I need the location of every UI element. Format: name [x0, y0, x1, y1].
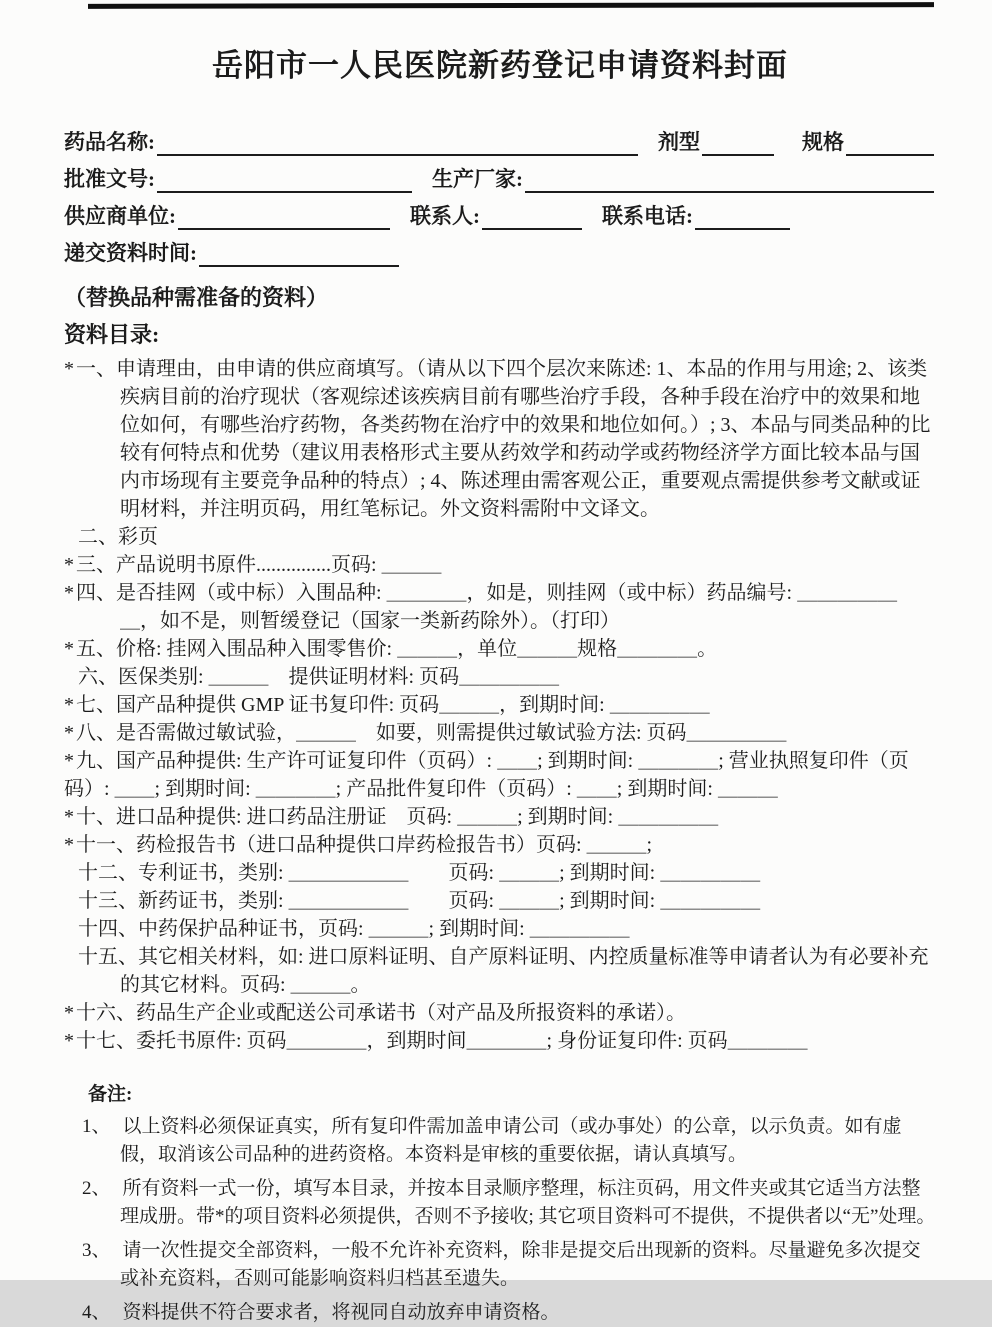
form-row-submit-time: [64, 230, 936, 267]
catalog-item-text: 八、是否需做过敏试验，＿＿＿ 如要，则需提供过敏试验方法: 页码＿＿＿＿＿: [76, 722, 787, 744]
manufacturer-label: 生产厂家:: [432, 167, 523, 191]
remark-text: 请一次性提交全部资料，一般不允许补充资料，除非是提交后出现新的资料。尽量避免多次提交或补充资料，否则可能影响资料归档甚至遗失。: [120, 1240, 921, 1289]
catalog-item-text: 九、国产品种提供: 生产许可证复印件（页码）: ＿＿; 到期时间: ＿＿＿＿; 营业执照复印件（页码）: ＿＿; 到期时间: ＿＿＿＿; 产品批件复印件（页码）: ＿＿; 到期时间: ＿＿＿: [64, 750, 909, 800]
approval-no-label: 批准文号:: [64, 167, 155, 191]
drug-name-blank: [157, 128, 638, 156]
contact-blank: [482, 202, 582, 230]
required-asterisk: *: [64, 806, 76, 828]
catalog-item-13: [64, 887, 936, 915]
catalog-item-text: 四、是否挂网（或中标）入围品种: ＿＿＿＿，如是，则挂网（或中标）药品编号: ＿＿＿＿＿＿，如不是，则暂缓登记（国家一类新药除外）。（打印）: [76, 582, 898, 632]
catalog-item-11: [64, 831, 936, 859]
remark-number: 1、: [82, 1116, 111, 1137]
catalog-item-text: 十六、药品生产企业或配送公司承诺书（对产品及所报资料的承诺）。: [76, 1002, 686, 1024]
catalog-item-14: [64, 915, 936, 943]
required-asterisk: *: [64, 582, 76, 604]
catalog-item-text: 六、医保类别: ＿＿＿ 提供证明材料: 页码＿＿＿＿＿: [78, 666, 560, 688]
remark-text: 所有资料一式一份，填写本目录，并按本目录顺序整理，标注页码，用文件夹或其它适当方法整理成册。带*的项目资料必须提供，否则不予接收; 其它项目资料可不提供，不提供者以“无”处理。: [120, 1178, 936, 1227]
contact-label: 联系人:: [410, 204, 480, 228]
catalog-item-text: 二、彩页: [78, 526, 158, 548]
submit-time-label: 递交资料时间:: [64, 241, 197, 265]
catalog-item-15: [64, 943, 936, 999]
catalog-item-text: 十三、新药证书，类别: ＿＿＿＿＿＿ 页码: ＿＿＿; 到期时间: ＿＿＿＿＿: [78, 890, 761, 912]
catalog-item-10: [64, 803, 936, 831]
dosage-form-blank: [702, 128, 774, 156]
remarks-heading: 备注:: [88, 1084, 133, 1105]
header-form: [64, 119, 936, 267]
spec-blank: [846, 128, 934, 156]
spec-label: 规格: [802, 130, 844, 154]
required-asterisk: *: [64, 834, 76, 856]
phone-blank: [695, 202, 790, 230]
catalog-item-12: [64, 859, 936, 887]
page-title: 岳阳市一人民医院新药登记申请资料封面: [212, 48, 788, 83]
replacement-note: （替换品种需准备的资料）: [64, 285, 329, 310]
catalog-item-3: [64, 551, 936, 579]
catalog-item-1: [64, 355, 936, 523]
dosage-form-label: 剂型: [658, 130, 700, 154]
catalog-item-2: [64, 523, 936, 551]
catalog-item-text: 十、进口品种提供: 进口药品注册证 页码: ＿＿＿; 到期时间: ＿＿＿＿＿: [76, 806, 719, 828]
catalog-item-7: [64, 691, 936, 719]
remark-text: 资料提供不符合要求者，将视同自动放弃申请资格。: [122, 1302, 560, 1323]
approval-no-blank: [157, 165, 412, 193]
remark-item-3: [64, 1237, 936, 1293]
remark-number: 4、: [82, 1302, 111, 1323]
remark-number: 2、: [82, 1178, 111, 1199]
catalog-item-9: [64, 747, 936, 803]
required-asterisk: *: [64, 1002, 76, 1024]
catalog-item-text: 十二、专利证书，类别: ＿＿＿＿＿＿ 页码: ＿＿＿; 到期时间: ＿＿＿＿＿: [78, 862, 761, 884]
catalog-item-17: [64, 1027, 936, 1055]
supplier-blank: [178, 202, 390, 230]
remark-text: 以上资料必须保证真实，所有复印件需加盖申请公司（或办事处）的公章，以示负责。如有虚假，取消该公司品种的进药资格。本资料是审核的重要依据，请认真填写。: [120, 1116, 902, 1165]
catalog-item-text: 十七、委托书原件: 页码＿＿＿＿，到期时间＿＿＿＿; 身份证复印件: 页码＿＿＿＿: [76, 1030, 808, 1052]
catalog-list: [64, 355, 936, 1055]
catalog-item-text: 十五、其它相关材料，如: 进口原料证明、自产原料证明、内控质量标准等申请者认为有必要补充的其它材料。页码: ＿＿＿。: [78, 946, 929, 996]
catalog-item-text: 十一、药检报告书（进口品种提供口岸药检报告书）页码: ＿＿＿;: [76, 834, 653, 856]
required-asterisk: *: [64, 750, 76, 772]
drug-name-label: 药品名称:: [64, 130, 155, 154]
required-asterisk: *: [64, 358, 76, 380]
form-row-approval: [64, 156, 936, 193]
required-asterisk: *: [64, 694, 76, 716]
form-row-drug-name: [64, 119, 936, 156]
catalog-item-text: 七、国产品种提供 GMP 证书复印件: 页码＿＿＿，到期时间: ＿＿＿＿＿: [76, 694, 710, 716]
remark-number: 3、: [82, 1240, 111, 1261]
supplier-label: 供应商单位:: [64, 204, 176, 228]
catalog-item-text: 五、价格: 挂网入围品种入围零售价: ＿＿＿，单位＿＿＿规格＿＿＿＿。: [76, 638, 718, 660]
form-row-supplier: [64, 193, 936, 230]
remarks-section: [64, 1081, 936, 1327]
catalog-item-8: [64, 719, 936, 747]
required-asterisk: *: [64, 1030, 76, 1052]
remark-item-2: [64, 1175, 936, 1231]
submit-time-blank: [199, 239, 399, 267]
required-asterisk: *: [64, 638, 76, 660]
required-asterisk: *: [64, 722, 76, 744]
catalog-item-6: [64, 663, 936, 691]
catalog-heading: 资料目录:: [64, 322, 160, 347]
remark-item-1: [64, 1113, 936, 1169]
manufacturer-blank: [525, 165, 934, 193]
required-asterisk: *: [64, 554, 76, 576]
catalog-item-text: 十四、中药保护品种证书，页码: ＿＿＿; 到期时间: ＿＿＿＿＿: [78, 918, 630, 940]
remark-item-4: [64, 1299, 936, 1327]
catalog-item-text: 一、申请理由，由申请的供应商填写。（请从以下四个层次来陈述: 1、本品的作用与用途; 2、该类疾病目前的治疗现状（客观综述该疾病目前有哪些治疗手段，各种手段在治疗中的效果和地位如何，有哪些治疗药物，各类药物在治疗中的效果和地位如何。）; 3、本品与同类品种的比较有何特点和优势（建议用表格形式主要从药效学和药动学或药物经济学方面比较本品与国内市场现有主要竞争品种的特点）; 4、陈述理由需客观公正，重要观点需提供参考文献或证明材料，并注明页码，用红笔标记。外文资料需附中文译文。: [76, 358, 931, 520]
catalog-item-5: [64, 635, 936, 663]
catalog-item-4: [64, 579, 936, 635]
catalog-item-text: 三、产品说明书原件...............页码: ＿＿＿: [76, 554, 442, 576]
catalog-item-16: [64, 999, 936, 1027]
phone-label: 联系电话:: [602, 204, 693, 228]
